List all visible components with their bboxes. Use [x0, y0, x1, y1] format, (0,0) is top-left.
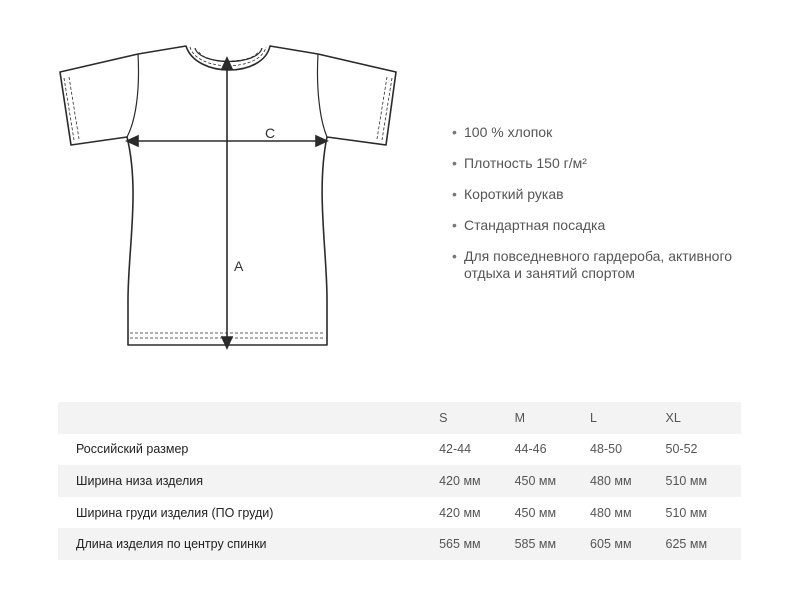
feature-text: 100 % хлопок — [464, 124, 553, 140]
bullet-icon: • — [452, 124, 457, 140]
cell-value: 420 мм — [439, 505, 481, 520]
feature-item — [452, 248, 772, 282]
label-c: C — [265, 125, 276, 141]
row-label: Длина изделия по центру спинки — [58, 528, 439, 560]
feature-item — [452, 155, 772, 172]
feature-list — [452, 124, 772, 296]
cell-value: 50-52 — [665, 442, 698, 457]
table-row — [58, 528, 741, 560]
cell-value: 480 мм — [590, 505, 632, 520]
feature-item — [452, 124, 772, 141]
cell-value: 48-50 — [590, 442, 623, 457]
cell-value: 565 мм — [439, 528, 514, 560]
table-header-row — [58, 402, 741, 434]
feature-text: Для повседневного гардероба, активного отдыха и занятий спортом — [464, 248, 733, 281]
cell-value: 420 мм — [439, 465, 514, 497]
cell-value: 605 мм — [590, 528, 665, 560]
row-label: Ширина низа изделия — [58, 465, 439, 497]
table-row — [58, 434, 741, 466]
cell-value: 625 мм — [666, 528, 741, 560]
cell-value: 450 мм — [514, 505, 557, 520]
cell-value: 44-46 — [514, 442, 547, 457]
cell-value: 510 мм — [666, 465, 741, 497]
row-label: Ширина груди изделия (ПО груди) — [76, 505, 274, 520]
label-a: A — [234, 258, 244, 274]
size-header: L — [590, 402, 665, 434]
bullet-icon: • — [452, 248, 457, 264]
row-label: Российский размер — [76, 442, 189, 457]
tshirt-diagram — [50, 30, 410, 360]
cell-value: 480 мм — [590, 465, 665, 497]
feature-text: Плотность 150 г/м² — [464, 155, 587, 171]
cell-value: 585 мм — [515, 528, 590, 560]
size-header: S — [439, 402, 514, 434]
header-empty-cell — [58, 402, 439, 434]
size-header: XL — [666, 402, 741, 434]
tshirt-outline — [50, 30, 410, 360]
feature-text: Стандартная посадка — [464, 217, 606, 233]
table-row — [58, 497, 741, 529]
table-row — [58, 465, 741, 497]
cell-value: 42-44 — [439, 442, 472, 457]
cell-value: 510 мм — [665, 505, 708, 520]
size-header: M — [515, 402, 590, 434]
bullet-icon: • — [452, 186, 457, 202]
bullet-icon: • — [452, 217, 457, 233]
cell-value: 450 мм — [515, 465, 590, 497]
feature-item — [452, 217, 772, 234]
feature-item — [452, 186, 772, 203]
size-table — [58, 402, 741, 560]
bullet-icon: • — [452, 155, 457, 171]
feature-text: Короткий рукав — [464, 186, 564, 202]
